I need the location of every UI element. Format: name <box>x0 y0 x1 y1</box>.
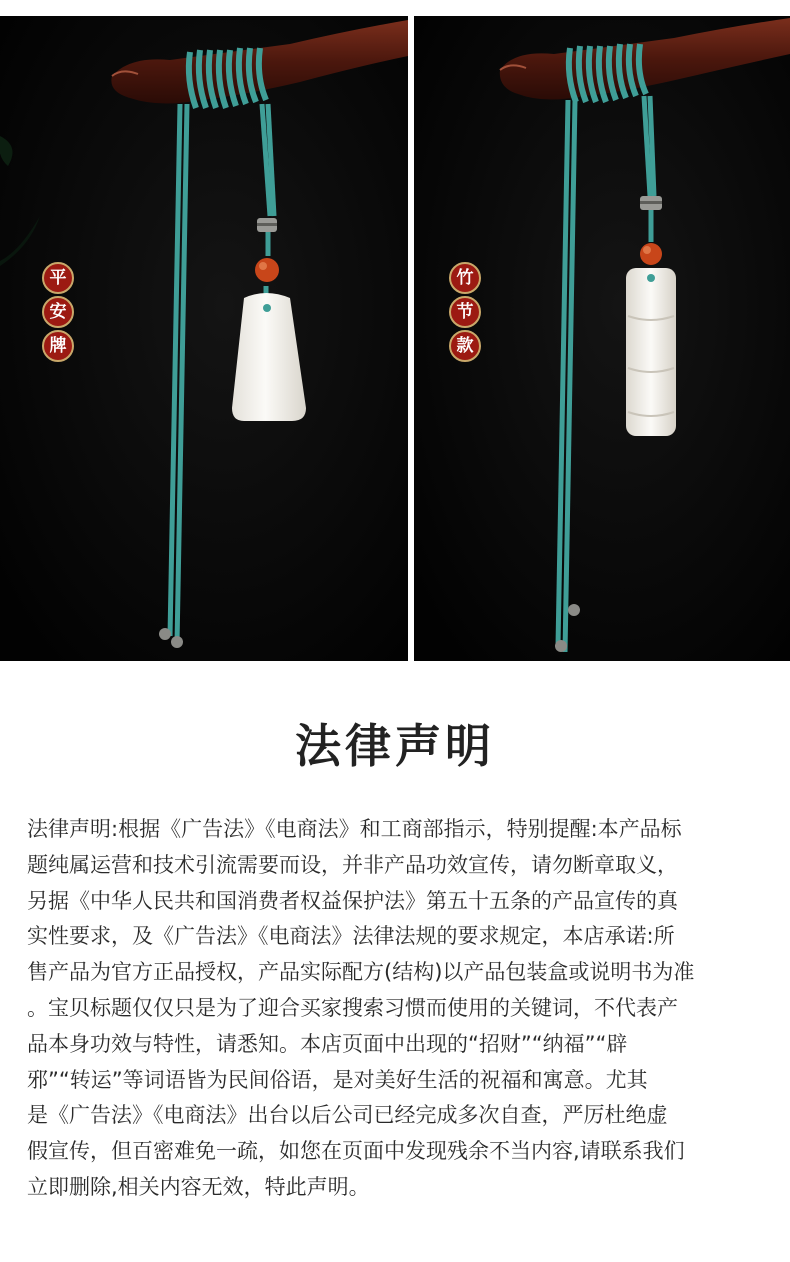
product-photo-bamboo <box>414 16 790 661</box>
legal-line: 假宣传，但百密难免一疏，如您在页面中发现残余不当内容,请联系我们 <box>27 1139 685 1164</box>
legal-line: 题纯属运营和技术引流需要而设，并非产品功效宣传，请勿断章取义， <box>27 852 678 877</box>
style-label-char: 款 <box>449 330 481 362</box>
style-label-char: 牌 <box>42 330 74 362</box>
legal-line: 售产品为官方正品授权，产品实际配方(结构)以产品包装盒或说明书为准 <box>27 960 695 985</box>
style-label-char: 竹 <box>449 262 481 294</box>
legal-line: 另据《中华人民共和国消费者权益保护法》第五十五条的产品宣传的真 <box>27 888 678 913</box>
style-label-char: 安 <box>42 296 74 328</box>
style-label-char: 平 <box>42 262 74 294</box>
legal-line: 是《广告法》《电商法》出台以后公司已经完成多次自查，严厉杜绝虚 <box>27 1103 668 1128</box>
product-photos <box>0 16 790 661</box>
legal-statement <box>27 812 767 1206</box>
legal-line: 品本身功效与特性，请悉知。本店页面中出现的“招财”“纳福”“辟 <box>27 1031 628 1056</box>
legal-title: 法律声明 <box>295 719 495 773</box>
product-photo-pingan <box>0 16 408 661</box>
legal-line: 立即删除,相关内容无效，特此声明。 <box>27 1174 370 1199</box>
legal-line: 。宝贝标题仅仅只是为了迎合买家搜索习惯而使用的关键词，不代表产 <box>27 995 678 1020</box>
legal-line: 邪”“转运”等词语皆为民间俗语，是对美好生活的祝福和寓意。尤其 <box>27 1067 648 1092</box>
legal-line: 实性要求，及《广告法》《电商法》法律法规的要求规定，本店承诺:所 <box>27 924 675 949</box>
style-label-bamboo <box>449 262 481 362</box>
style-label-char: 节 <box>449 296 481 328</box>
legal-line: 法律声明:根据《广告法》《电商法》和工商部指示，特别提醒:本产品标 <box>27 817 682 841</box>
style-label-pingan <box>42 262 74 362</box>
